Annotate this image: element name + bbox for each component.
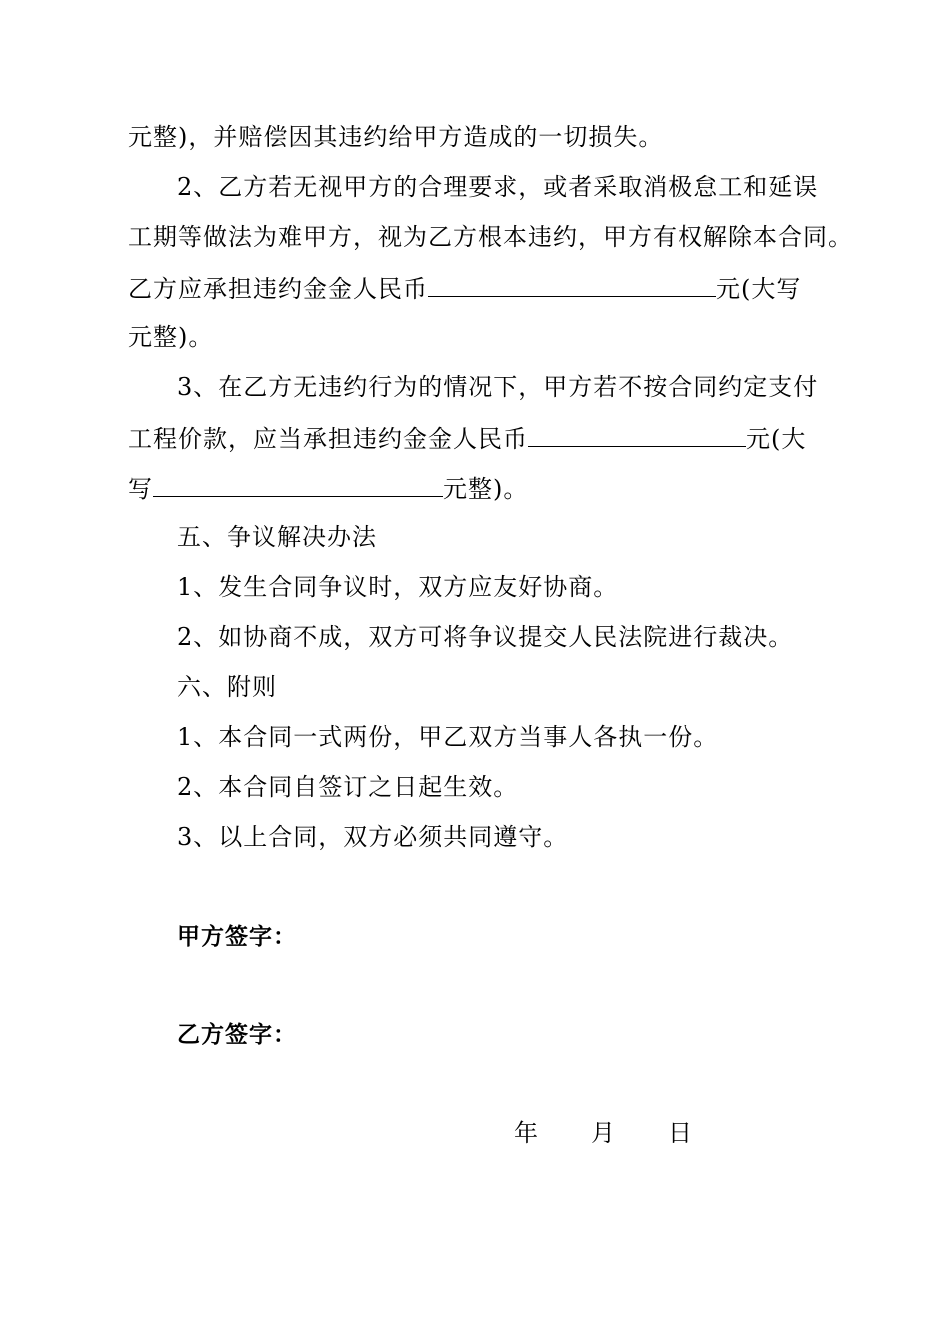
clause-2-line-4 xyxy=(128,320,213,354)
amount-blank xyxy=(528,420,746,447)
section-5-item-2 xyxy=(177,620,793,654)
text-line: 元(大 xyxy=(746,425,807,453)
text-line: 工程价款，应当承担违约金金人民币 xyxy=(128,425,528,453)
section-6-item-2 xyxy=(177,770,518,804)
paragraph-line-1 xyxy=(128,120,663,154)
party-a-signature-label: 甲方签字： xyxy=(177,924,297,950)
text-line: 2、本合同自签订之日起生效。 xyxy=(177,773,519,801)
text-line: 1、本合同一式两份，甲乙双方当事人各执一份。 xyxy=(177,723,719,751)
text-line: 元整)。 xyxy=(443,475,529,503)
amount-blank xyxy=(428,270,716,297)
text-line: 元整)，并赔偿因其违约给甲方造成的一切损失。 xyxy=(128,123,664,151)
heading-text: 五、争议解决办法 xyxy=(177,523,377,551)
clause-2-line-1 xyxy=(177,170,818,204)
date-day-label: 日 xyxy=(668,1119,692,1147)
amount-in-words-blank xyxy=(153,470,443,497)
clause-3-line-2 xyxy=(128,420,806,456)
section-5-heading xyxy=(177,520,377,554)
clause-3-line-3 xyxy=(128,470,528,506)
text-line: 元整)。 xyxy=(128,323,214,351)
section-6-heading xyxy=(177,670,277,704)
text-line: 元(大写 xyxy=(716,275,802,303)
section-5-item-1 xyxy=(177,570,618,604)
text-line: 1、发生合同争议时，双方应友好协商。 xyxy=(177,573,619,601)
date-year-label: 年 xyxy=(514,1119,538,1147)
section-6-item-1 xyxy=(177,720,718,754)
section-6-item-3 xyxy=(177,820,568,854)
clause-2-line-2 xyxy=(128,220,853,254)
heading-text: 六、附则 xyxy=(177,673,277,701)
text-line: 3、在乙方无违约行为的情况下，甲方若不按合同约定支付 xyxy=(177,373,819,401)
text-line: 工期等做法为难甲方，视为乙方根本违约，甲方有权解除本合同。 xyxy=(128,223,853,251)
text-line: 乙方应承担违约金金人民币 xyxy=(128,275,428,303)
date-month-label: 月 xyxy=(591,1119,615,1147)
text-line: 3、以上合同，双方必须共同遵守。 xyxy=(177,823,569,851)
text-line: 2、如协商不成，双方可将争议提交人民法院进行裁决。 xyxy=(177,623,794,651)
text-line: 2、乙方若无视甲方的合理要求，或者采取消极怠工和延误 xyxy=(177,173,819,201)
clause-3-line-1 xyxy=(177,370,818,404)
text-line: 写 xyxy=(128,475,153,503)
party-b-signature-label: 乙方签字： xyxy=(177,1022,297,1048)
clause-2-line-3 xyxy=(128,270,801,306)
